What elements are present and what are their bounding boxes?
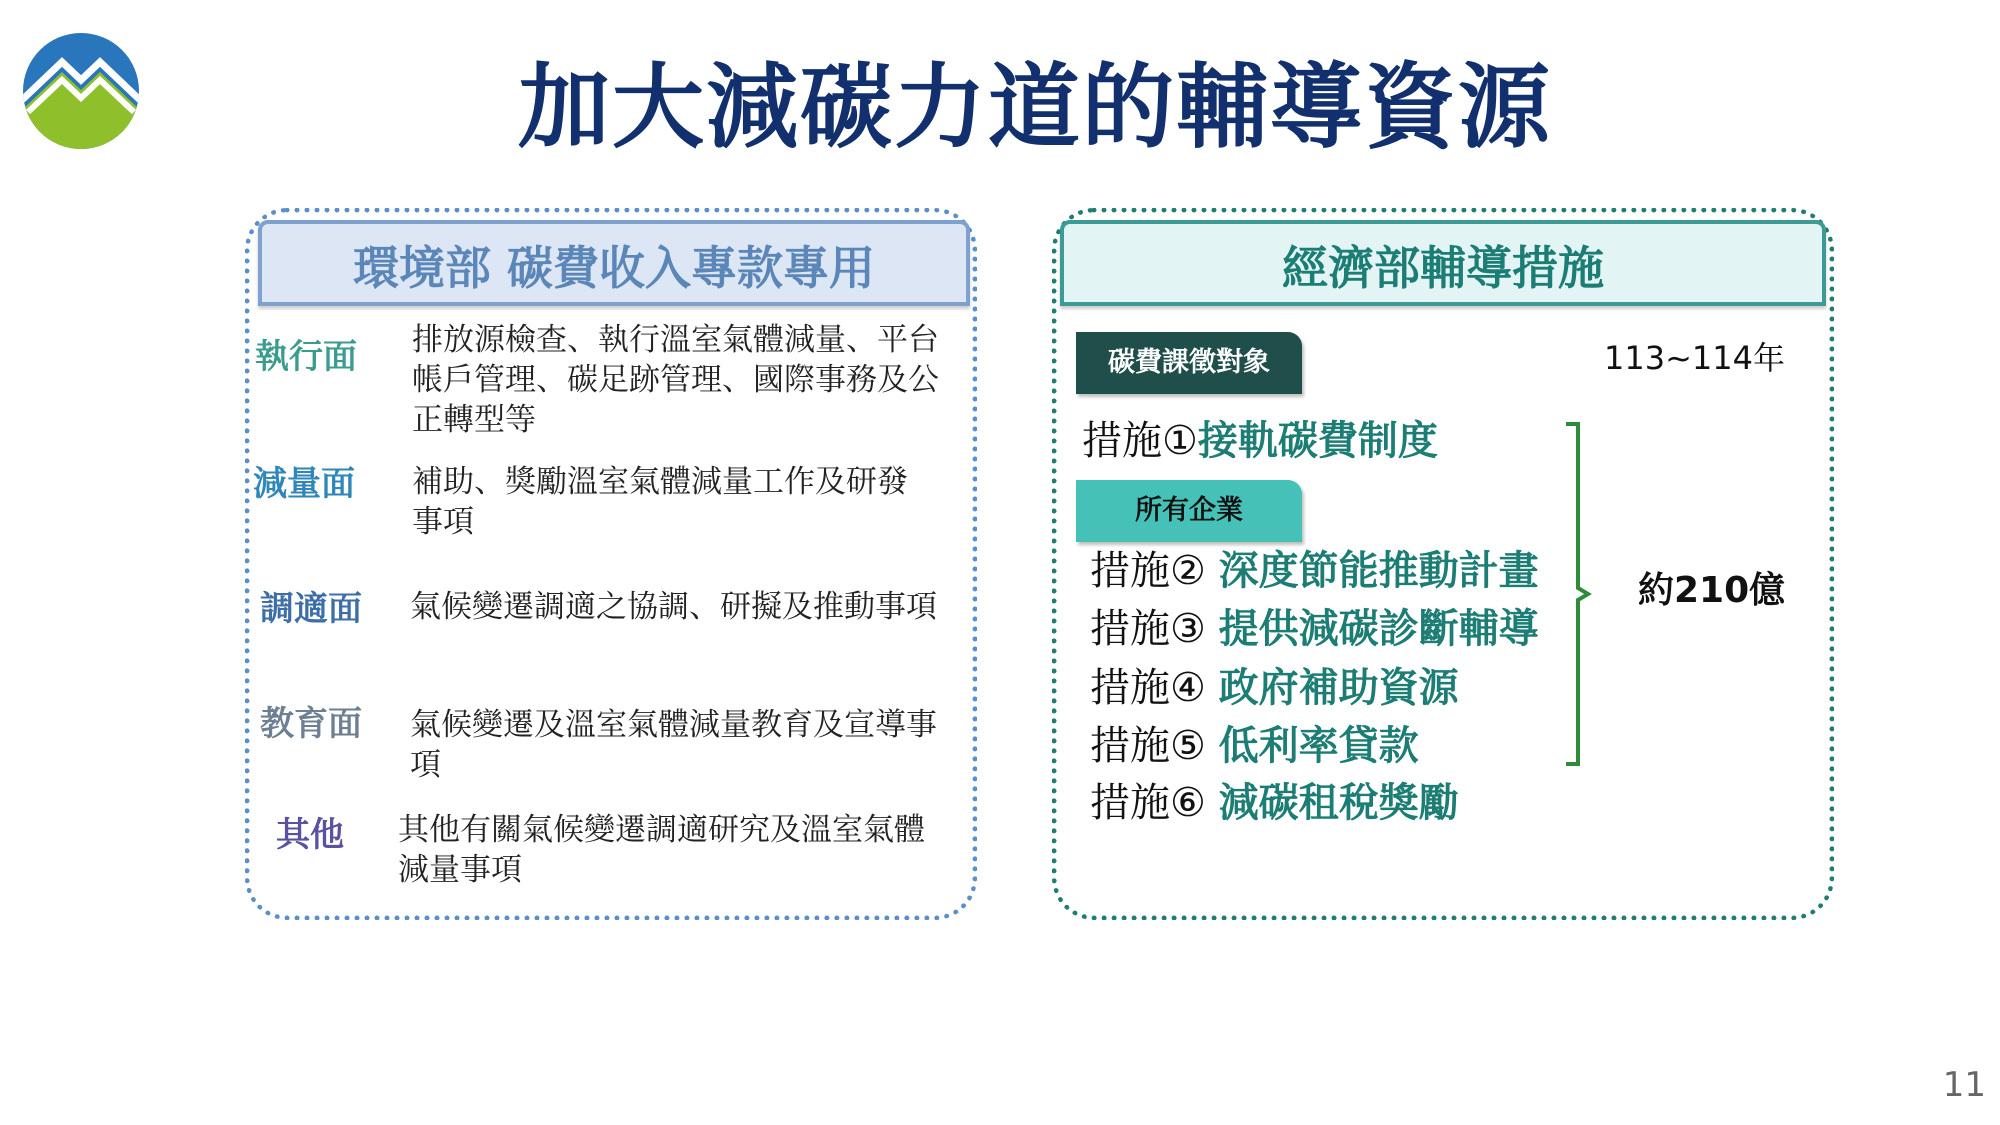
measure-name: 減碳租稅獎勵 — [1218, 780, 1459, 826]
measure-3 — [1090, 602, 1539, 656]
category-description: 補助、獎勵溫室氣體減量工作及研發事項 — [412, 464, 908, 540]
measure-name: 政府補助資源 — [1218, 665, 1459, 711]
category-label: 其他 — [276, 815, 344, 855]
measure-name: 深度節能推動計畫 — [1218, 548, 1539, 594]
measure-prefix: 措施⑥ — [1090, 780, 1219, 826]
measure-prefix: 措施① — [1082, 418, 1198, 464]
right-brace-icon — [1560, 420, 1600, 768]
amount-label: 約210億 — [1638, 570, 1786, 611]
tag-carbon-fee-target: 碳費課徵對象 — [1076, 332, 1302, 394]
measure-6 — [1090, 776, 1459, 830]
category-description: 氣候變遷調適之協調、研擬及推動事項 — [410, 589, 937, 625]
page-number: 11 — [1942, 1065, 1986, 1105]
years-label: 113~114年 — [1604, 339, 1785, 377]
right-panel-header: 經濟部輔導措施 — [1282, 241, 1604, 295]
slide-title: 加大減碳力道的輔導資源 — [517, 54, 1552, 161]
measure-prefix: 措施⑤ — [1090, 723, 1219, 769]
measure-2 — [1090, 544, 1539, 598]
measure-1 — [1082, 414, 1438, 468]
measure-name: 低利率貸款 — [1218, 723, 1419, 769]
category-label: 調適面 — [260, 589, 362, 629]
measure-5 — [1090, 719, 1419, 773]
measure-name: 接軌碳費制度 — [1197, 418, 1438, 464]
measure-name: 提供減碳診斷輔導 — [1218, 606, 1539, 652]
category-label: 減量面 — [253, 464, 355, 504]
left-panel-header: 環境部 碳費收入專款專用 — [352, 241, 875, 295]
measure-prefix: 措施③ — [1090, 606, 1219, 652]
measure-prefix: 措施④ — [1090, 665, 1219, 711]
measure-prefix: 措施② — [1090, 548, 1219, 594]
category-label: 執行面 — [255, 337, 357, 377]
category-label: 教育面 — [260, 704, 362, 744]
measure-4 — [1090, 661, 1459, 715]
tag-all-companies: 所有企業 — [1076, 480, 1302, 542]
category-description: 其他有關氣候變遷調適研究及溫室氣體減量事項 — [398, 812, 925, 888]
category-description: 氣候變遷及溫室氣體減量教育及宣導事項 — [410, 707, 937, 783]
category-description: 排放源檢查、執行溫室氣體減量、平台帳戶管理、碳足跡管理、國際事務及公正轉型等 — [412, 322, 939, 438]
